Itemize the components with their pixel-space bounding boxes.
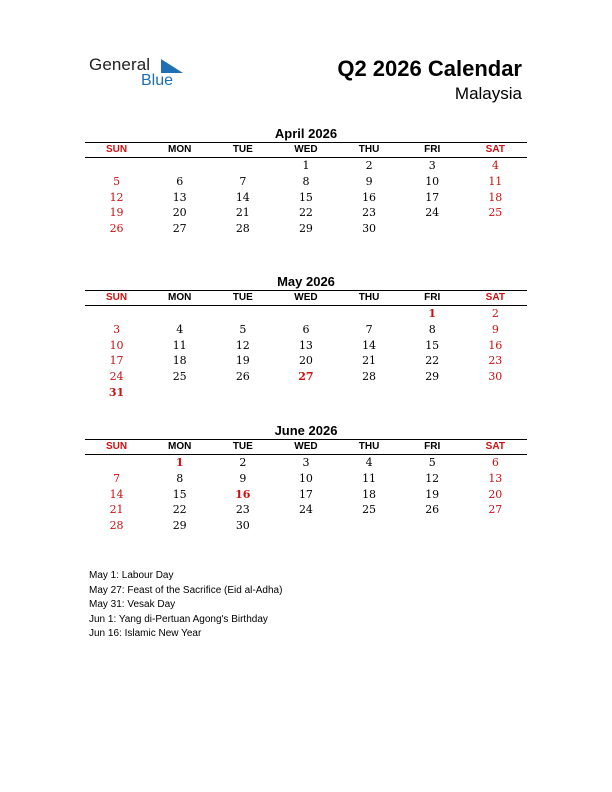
month-title: June 2026 [274,423,338,438]
day-cell: 3 [302,456,310,469]
day-cell: 17 [298,487,313,501]
empty-cell [401,221,464,237]
day-cell: 12 [109,190,124,204]
day-cell: 26 [425,503,440,517]
day-cell: 11 [362,471,377,485]
day-cell: 25 [172,370,187,384]
holiday-note: Jun 16: Islamic New Year [89,628,202,640]
day-cell: 22 [172,503,187,517]
empty-cell [274,306,337,322]
weekday-label: FRI [424,292,441,303]
empty-cell [148,158,211,174]
day-cell: 30 [362,222,377,236]
day-cell: 5 [113,174,121,188]
day-cell: 24 [109,370,124,384]
day-cell: 25 [362,503,377,517]
weekday-header [85,290,527,306]
day-cell: 18 [488,190,503,204]
day-cell: 19 [425,487,440,501]
empty-cell [338,306,401,322]
day-cell: 10 [109,338,124,352]
empty-cell [338,518,401,534]
weekday-header [85,142,527,158]
empty-cell [148,385,211,401]
day-cell: 17 [109,354,124,368]
day-cell: 13 [172,190,187,204]
day-cell: 21 [109,503,124,517]
day-cell: 16 [235,487,251,501]
weekday-label: SAT [485,292,505,303]
day-cell: 27 [172,222,187,236]
month-block-april [85,125,527,237]
weekday-label: THU [358,441,380,452]
empty-cell [148,306,211,322]
day-cell: 23 [362,206,377,220]
day-cell: 6 [491,456,499,469]
weekday-label: THU [358,144,380,155]
day-cell: 7 [239,174,247,188]
logo-text-blue: Blue [141,72,174,89]
weekday-label: MON [168,441,192,452]
day-cell: 16 [362,190,377,204]
page-title: Q2 2026 Calendar [337,56,522,81]
day-cell: 22 [425,354,440,368]
month-block-june [85,422,527,534]
holiday-note: Jun 1: Yang di-Pertuan Agong's Birthday [89,613,268,625]
weekday-label: TUE [232,144,253,155]
logo-text-general: General [89,55,151,74]
day-cell: 4 [176,322,184,336]
day-cell: 20 [172,206,187,220]
day-cell: 4 [365,456,373,469]
country-name: Malaysia [454,84,522,103]
day-cell: 26 [109,222,124,236]
weekday-label: TUE [232,292,253,303]
day-cell: 15 [298,190,313,204]
day-cell: 12 [425,471,440,485]
logo-triangle-icon [161,59,183,73]
day-cell: 23 [488,354,503,368]
day-cell: 1 [175,456,184,469]
day-cell: 30 [488,370,503,384]
day-cell: 2 [365,159,373,172]
day-cell: 15 [172,487,187,501]
weekday-label: THU [358,292,380,303]
day-cell: 8 [302,174,310,188]
day-cell: 2 [239,456,247,469]
day-cell: 8 [428,322,436,336]
empty-cell [401,518,464,534]
weekday-label: SUN [106,144,128,155]
day-cell: 19 [109,206,124,220]
holiday-note: May 27: Feast of the Sacrifice (Eid al-Adha) [89,584,283,596]
day-cell: 30 [235,519,250,533]
day-cell: 16 [488,338,503,352]
day-cell: 12 [235,338,250,352]
holiday-note: May 31: Vesak Day [89,599,176,611]
weekday-label: MON [168,144,192,155]
weekday-label: SUN [106,441,128,452]
day-cell: 4 [491,159,499,172]
empty-cell [464,518,527,534]
day-grid [85,455,527,534]
day-cell: 28 [362,370,377,384]
empty-cell [464,385,527,401]
empty-cell [401,385,464,401]
day-cell: 24 [298,503,313,517]
day-cell: 17 [425,190,440,204]
weekday-header [85,439,527,455]
day-cell: 7 [365,322,373,336]
day-cell: 21 [235,206,250,220]
day-cell: 20 [488,487,503,501]
day-cell: 24 [425,206,440,220]
day-cell: 11 [172,338,187,352]
day-cell: 23 [235,503,250,517]
logo [89,55,199,95]
day-cell: 5 [239,322,247,336]
day-cell: 22 [298,206,313,220]
day-cell: 7 [113,471,121,485]
empty-cell [211,158,274,174]
day-cell: 26 [235,370,250,384]
day-cell: 14 [362,338,377,352]
empty-cell [274,385,337,401]
weekday-label: TUE [232,441,253,452]
day-cell: 28 [109,519,124,533]
day-cell: 3 [428,159,436,172]
day-cell: 18 [172,354,187,368]
weekday-label: WED [294,441,318,452]
day-cell: 1 [302,159,310,172]
weekday-label: SUN [106,292,128,303]
day-cell: 15 [425,338,440,352]
weekday-label: WED [294,144,318,155]
day-cell: 14 [109,487,124,501]
day-cell: 29 [298,222,313,236]
day-cell: 31 [108,385,125,399]
day-cell: 3 [113,322,121,336]
day-cell: 6 [176,174,184,188]
empty-cell [85,455,148,471]
day-grid [85,306,527,401]
month-block-may [85,273,527,401]
day-grid [85,158,527,237]
empty-cell [211,306,274,322]
day-cell: 10 [425,174,440,188]
day-cell: 19 [235,354,250,368]
weekday-label: FRI [424,144,441,155]
day-cell: 18 [362,487,377,501]
weekday-label: MON [168,292,192,303]
day-cell: 9 [239,471,247,485]
day-cell: 27 [488,503,503,517]
day-cell: 10 [298,471,313,485]
holiday-note: May 1: Labour Day [89,570,174,581]
day-cell: 9 [491,322,499,336]
weekday-label: SAT [485,144,505,155]
day-cell: 28 [235,222,250,236]
day-cell: 13 [488,471,503,485]
empty-cell [85,158,148,174]
day-cell: 29 [425,370,440,384]
month-title: May 2026 [277,274,335,289]
day-cell: 2 [491,307,499,320]
empty-cell [338,385,401,401]
holiday-list [89,569,282,642]
day-cell: 6 [302,322,310,336]
day-cell: 25 [488,206,503,220]
day-cell: 14 [235,190,250,204]
day-cell: 27 [298,370,314,384]
day-cell: 11 [488,174,503,188]
weekday-label: WED [294,292,318,303]
day-cell: 13 [298,338,313,352]
day-cell: 8 [176,471,184,485]
day-cell: 20 [298,354,313,368]
empty-cell [85,306,148,322]
empty-cell [274,518,337,534]
month-title: April 2026 [274,126,338,141]
day-cell: 1 [428,307,437,320]
weekday-label: FRI [424,441,441,452]
day-cell: 21 [362,354,377,368]
weekday-label: SAT [485,441,505,452]
empty-cell [211,385,274,401]
day-cell: 9 [365,174,373,188]
empty-cell [464,221,527,237]
day-cell: 29 [172,519,187,533]
day-cell: 5 [428,456,436,469]
